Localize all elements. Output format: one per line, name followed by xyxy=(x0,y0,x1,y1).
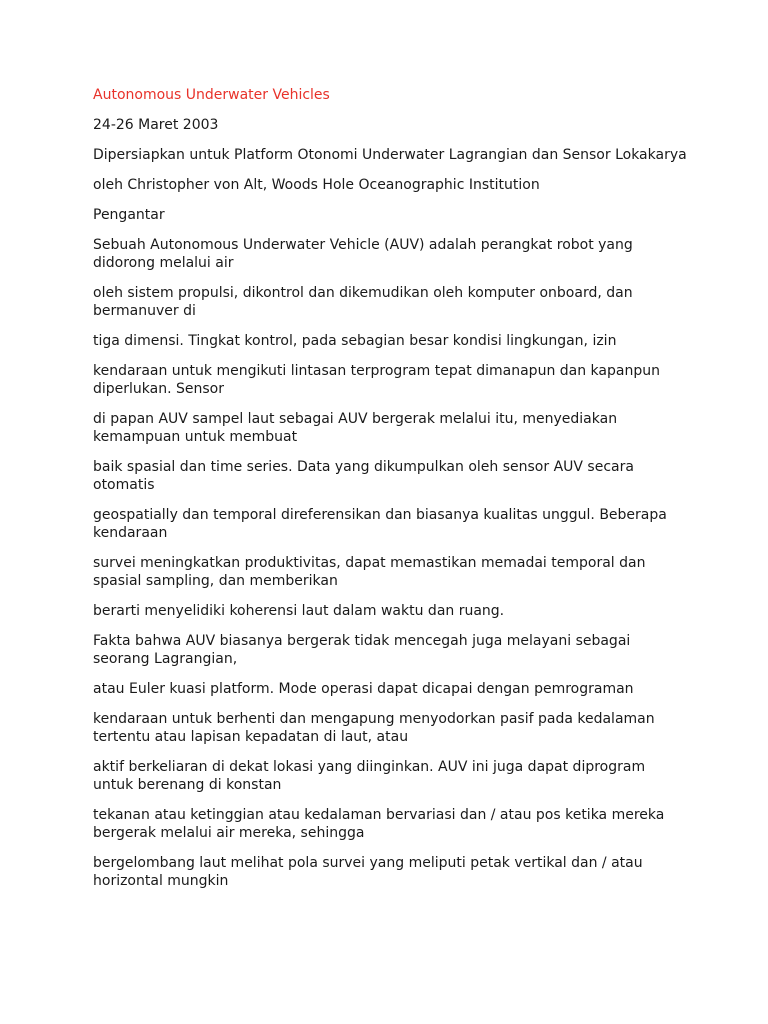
body-paragraph: di papan AUV sampel laut sebagai AUV bergerak melalui itu, menyediakan kemampuan untuk membuat xyxy=(93,411,618,445)
body-paragraph: atau Euler kuasi platform. Mode operasi dapat dicapai dengan pemrograman xyxy=(93,681,634,697)
body-paragraph: tiga dimensi. Tingkat kontrol, pada sebagian besar kondisi lingkungan, izin xyxy=(93,333,617,349)
section-heading: Pengantar xyxy=(93,207,165,223)
prepared-for-line: Dipersiapkan untuk Platform Otonomi Underwater Lagrangian dan Sensor Lokakarya xyxy=(93,147,687,163)
body-paragraph: kendaraan untuk mengikuti lintasan terprogram tepat dimanapun dan kapanpun diperlukan. Sensor xyxy=(93,363,660,397)
body-paragraph: aktif berkeliaran di dekat lokasi yang diinginkan. AUV ini juga dapat diprogram untuk berenang di konstan xyxy=(93,759,646,793)
body-paragraph: baik spasial dan time series. Data yang dikumpulkan oleh sensor AUV secara otomatis xyxy=(93,459,634,493)
body-paragraph: survei meningkatkan produktivitas, dapat memastikan memadai temporal dan spasial sampling, dan memberikan xyxy=(93,555,646,589)
body-paragraph: geospatially dan temporal direferensikan dan biasanya kualitas unggul. Beberapa kendaraan xyxy=(93,507,667,541)
body-paragraph: berarti menyelidiki koherensi laut dalam waktu dan ruang. xyxy=(93,603,505,619)
body-paragraph: bergelombang laut melihat pola survei yang meliputi petak vertikal dan / atau horizontal mungkin xyxy=(93,855,643,889)
document-date: 24-26 Maret 2003 xyxy=(93,117,219,133)
body-paragraph: Fakta bahwa AUV biasanya bergerak tidak mencegah juga melayani sebagai seorang Lagrangian, xyxy=(93,633,631,667)
body-paragraph: kendaraan untuk berhenti dan mengapung menyodorkan pasif pada kedalaman tertentu atau lapisan kepadatan di laut, atau xyxy=(93,711,655,745)
body-paragraph: tekanan atau ketinggian atau kedalaman bervariasi dan / atau pos ketika mereka bergerak melalui air mereka, sehingga xyxy=(93,807,665,841)
document-title: Autonomous Underwater Vehicles xyxy=(93,87,330,103)
body-paragraph: oleh sistem propulsi, dikontrol dan dikemudikan oleh komputer onboard, dan bermanuver di xyxy=(93,285,633,319)
body-paragraph: Sebuah Autonomous Underwater Vehicle (AUV) adalah perangkat robot yang didorong melalui air xyxy=(93,237,633,271)
author-line: oleh Christopher von Alt, Woods Hole Oceanographic Institution xyxy=(93,177,540,193)
